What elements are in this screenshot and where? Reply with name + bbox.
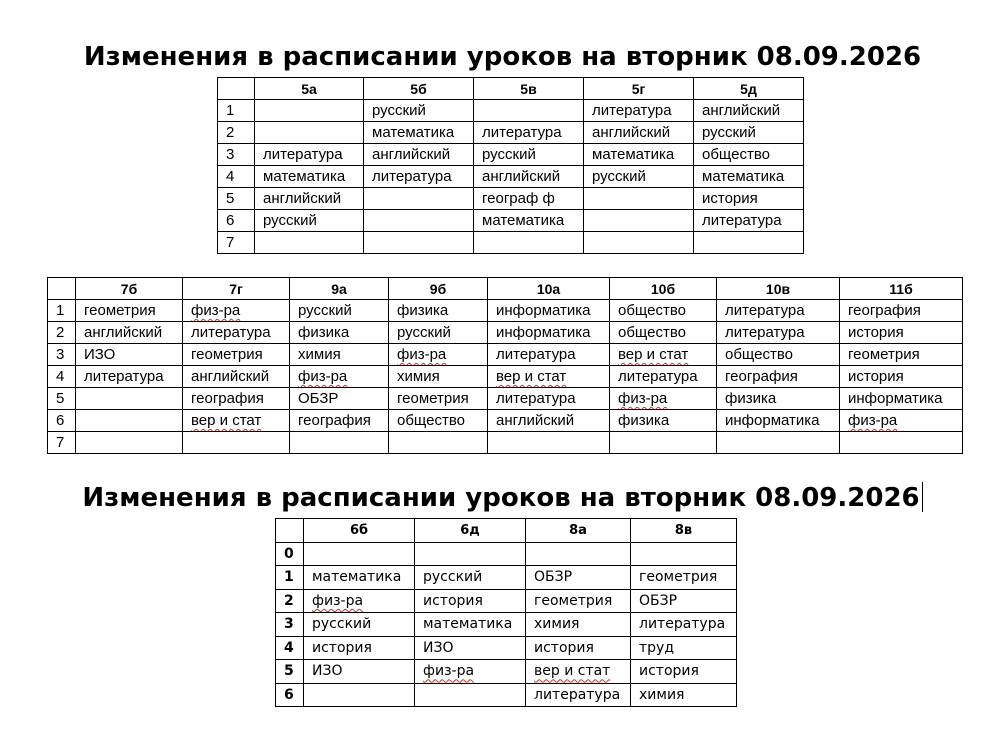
lesson-cell	[389, 432, 488, 454]
lesson-cell: физика	[610, 410, 717, 432]
table-row	[276, 589, 737, 613]
table-row	[276, 542, 737, 566]
lesson-cell: история	[631, 660, 737, 684]
lesson-number: 6	[218, 210, 255, 232]
lesson-cell: русский	[364, 100, 474, 122]
lesson-cell: физ-ра	[415, 660, 526, 684]
corner-header	[276, 519, 304, 543]
lesson-cell: математика	[694, 166, 804, 188]
lesson-cell: литература	[694, 210, 804, 232]
lesson-number: 3	[48, 344, 76, 366]
class-header: 5б	[364, 78, 474, 100]
lesson-cell: история	[840, 366, 963, 388]
lesson-number: 2	[48, 322, 76, 344]
lesson-cell	[584, 188, 694, 210]
class-header: 10в	[717, 278, 840, 300]
schedule-table-grade5	[217, 77, 804, 254]
page-title-top: Изменения в расписании уроков на вторник 08.09.2026	[83, 42, 922, 72]
lesson-cell: литература	[488, 388, 610, 410]
lesson-cell: русский	[304, 613, 415, 637]
lesson-cell	[694, 232, 804, 254]
lesson-cell: русский	[290, 300, 389, 322]
lesson-cell: литература	[631, 613, 737, 637]
lesson-cell	[474, 232, 584, 254]
lesson-cell: английский	[474, 166, 584, 188]
lesson-cell: химия	[631, 683, 737, 707]
lesson-number: 2	[276, 589, 304, 613]
lesson-number: 7	[48, 432, 76, 454]
lesson-cell: физика	[389, 300, 488, 322]
lesson-cell: история	[415, 589, 526, 613]
lesson-cell: литература	[474, 122, 584, 144]
table-row	[48, 344, 963, 366]
lesson-cell: физ-ра	[304, 589, 415, 613]
lesson-cell: общество	[694, 144, 804, 166]
lesson-cell: информатика	[488, 300, 610, 322]
page-title-bottom-text: Изменения в расписании уроков на вторник 08.09.2026	[82, 483, 920, 513]
class-header: 9б	[389, 278, 488, 300]
lesson-cell: геометрия	[389, 388, 488, 410]
lesson-cell	[488, 432, 610, 454]
lesson-cell: геометрия	[526, 589, 631, 613]
lesson-cell: английский	[364, 144, 474, 166]
table-row	[218, 100, 804, 122]
lesson-cell	[415, 542, 526, 566]
class-header: 10б	[610, 278, 717, 300]
lesson-cell	[631, 542, 737, 566]
corner-header	[218, 78, 255, 100]
lesson-cell: вер и стат	[610, 344, 717, 366]
lesson-cell: литература	[488, 344, 610, 366]
schedule-table-grades7-11	[47, 277, 963, 454]
lesson-cell: история	[526, 636, 631, 660]
class-header: 6д	[415, 519, 526, 543]
lesson-cell: история	[694, 188, 804, 210]
lesson-cell: геометрия	[840, 344, 963, 366]
class-header: 5д	[694, 78, 804, 100]
lesson-cell	[840, 432, 963, 454]
lesson-cell: информатика	[717, 410, 840, 432]
lesson-cell	[474, 100, 584, 122]
lesson-cell: математика	[364, 122, 474, 144]
lesson-cell: литература	[183, 322, 290, 344]
lesson-cell	[364, 210, 474, 232]
lesson-cell	[304, 683, 415, 707]
corner-header	[48, 278, 76, 300]
lesson-cell: русский	[255, 210, 364, 232]
lesson-cell: химия	[290, 344, 389, 366]
lesson-cell	[255, 100, 364, 122]
lesson-cell: география	[290, 410, 389, 432]
lesson-cell	[255, 122, 364, 144]
class-header: 10а	[488, 278, 610, 300]
lesson-number: 1	[218, 100, 255, 122]
lesson-cell	[584, 210, 694, 232]
lesson-cell	[584, 232, 694, 254]
table-row	[276, 566, 737, 590]
lesson-number: 7	[218, 232, 255, 254]
table-row	[48, 322, 963, 344]
lesson-cell: литература	[584, 100, 694, 122]
lesson-number: 3	[276, 613, 304, 637]
schedule-table-grades6-8	[275, 518, 737, 707]
lesson-number: 6	[48, 410, 76, 432]
lesson-number: 3	[218, 144, 255, 166]
lesson-number: 4	[48, 366, 76, 388]
lesson-cell: литература	[610, 366, 717, 388]
lesson-cell	[304, 542, 415, 566]
lesson-cell: ИЗО	[76, 344, 183, 366]
table-row	[218, 210, 804, 232]
lesson-cell	[183, 432, 290, 454]
lesson-cell: физ-ра	[610, 388, 717, 410]
table-row	[276, 660, 737, 684]
lesson-cell: литература	[717, 300, 840, 322]
lesson-cell	[415, 683, 526, 707]
class-header: 8в	[631, 519, 737, 543]
table-row	[276, 683, 737, 707]
lesson-cell: физика	[717, 388, 840, 410]
lesson-cell	[76, 388, 183, 410]
lesson-number: 5	[48, 388, 76, 410]
lesson-cell: английский	[488, 410, 610, 432]
lesson-cell: история	[304, 636, 415, 660]
lesson-cell: ОБЗР	[526, 566, 631, 590]
lesson-cell: информатика	[488, 322, 610, 344]
table-row	[48, 300, 963, 322]
lesson-cell: математика	[474, 210, 584, 232]
lesson-cell: русский	[584, 166, 694, 188]
class-header: 5а	[255, 78, 364, 100]
table-row	[218, 232, 804, 254]
lesson-cell: химия	[526, 613, 631, 637]
table-row	[276, 636, 737, 660]
lesson-cell: вер и стат	[488, 366, 610, 388]
lesson-cell: английский	[183, 366, 290, 388]
class-header: 7б	[76, 278, 183, 300]
class-header: 8а	[526, 519, 631, 543]
table-row	[48, 388, 963, 410]
class-header: 5в	[474, 78, 584, 100]
lesson-cell: труд	[631, 636, 737, 660]
lesson-cell: английский	[584, 122, 694, 144]
lesson-cell: химия	[389, 366, 488, 388]
table-row	[48, 366, 963, 388]
lesson-cell: английский	[694, 100, 804, 122]
lesson-cell: ИЗО	[415, 636, 526, 660]
lesson-cell: общество	[717, 344, 840, 366]
lesson-cell: геометрия	[76, 300, 183, 322]
lesson-cell: геометрия	[631, 566, 737, 590]
lesson-cell: литература	[76, 366, 183, 388]
text-cursor	[922, 482, 923, 512]
lesson-cell: вер и стат	[526, 660, 631, 684]
lesson-cell: ОБЗР	[631, 589, 737, 613]
lesson-cell: английский	[76, 322, 183, 344]
lesson-cell: общество	[610, 322, 717, 344]
table-row	[218, 122, 804, 144]
lesson-number: 0	[276, 542, 304, 566]
class-header: 7г	[183, 278, 290, 300]
lesson-cell: математика	[304, 566, 415, 590]
lesson-cell: литература	[255, 144, 364, 166]
class-header: 5г	[584, 78, 694, 100]
lesson-cell: география	[840, 300, 963, 322]
lesson-cell: физика	[290, 322, 389, 344]
lesson-cell: вер и стат	[183, 410, 290, 432]
lesson-cell: ИЗО	[304, 660, 415, 684]
lesson-cell	[364, 188, 474, 210]
lesson-cell	[290, 432, 389, 454]
lesson-cell	[717, 432, 840, 454]
lesson-cell: математика	[415, 613, 526, 637]
lesson-number: 1	[276, 566, 304, 590]
lesson-cell: математика	[255, 166, 364, 188]
lesson-cell: географ ф	[474, 188, 584, 210]
class-header: 11б	[840, 278, 963, 300]
table-row	[218, 188, 804, 210]
lesson-cell: геометрия	[183, 344, 290, 366]
lesson-cell: литература	[364, 166, 474, 188]
lesson-cell: история	[840, 322, 963, 344]
table-row	[276, 613, 737, 637]
lesson-cell: общество	[389, 410, 488, 432]
lesson-cell: литература	[717, 322, 840, 344]
lesson-cell	[255, 232, 364, 254]
lesson-cell: информатика	[840, 388, 963, 410]
lesson-cell: география	[183, 388, 290, 410]
lesson-cell: русский	[474, 144, 584, 166]
page-title-bottom	[0, 482, 1005, 514]
lesson-cell: общество	[610, 300, 717, 322]
lesson-cell	[364, 232, 474, 254]
lesson-cell: русский	[389, 322, 488, 344]
lesson-cell: физ-ра	[389, 344, 488, 366]
lesson-cell: география	[717, 366, 840, 388]
table-row	[218, 144, 804, 166]
class-header: 6б	[304, 519, 415, 543]
lesson-number: 4	[276, 636, 304, 660]
lesson-number: 2	[218, 122, 255, 144]
lesson-cell: физ-ра	[183, 300, 290, 322]
lesson-cell	[610, 432, 717, 454]
lesson-number: 5	[276, 660, 304, 684]
lesson-cell: русский	[694, 122, 804, 144]
lesson-cell	[526, 542, 631, 566]
table-row	[48, 410, 963, 432]
lesson-number: 1	[48, 300, 76, 322]
class-header: 9а	[290, 278, 389, 300]
table-row	[218, 166, 804, 188]
lesson-cell: физ-ра	[840, 410, 963, 432]
lesson-cell: физ-ра	[290, 366, 389, 388]
lesson-cell: ОБЗР	[290, 388, 389, 410]
lesson-number: 4	[218, 166, 255, 188]
lesson-cell: литература	[526, 683, 631, 707]
table-row	[48, 432, 963, 454]
lesson-cell	[76, 432, 183, 454]
lesson-number: 6	[276, 683, 304, 707]
lesson-cell: русский	[415, 566, 526, 590]
lesson-cell	[76, 410, 183, 432]
lesson-cell: английский	[255, 188, 364, 210]
lesson-cell: математика	[584, 144, 694, 166]
lesson-number: 5	[218, 188, 255, 210]
